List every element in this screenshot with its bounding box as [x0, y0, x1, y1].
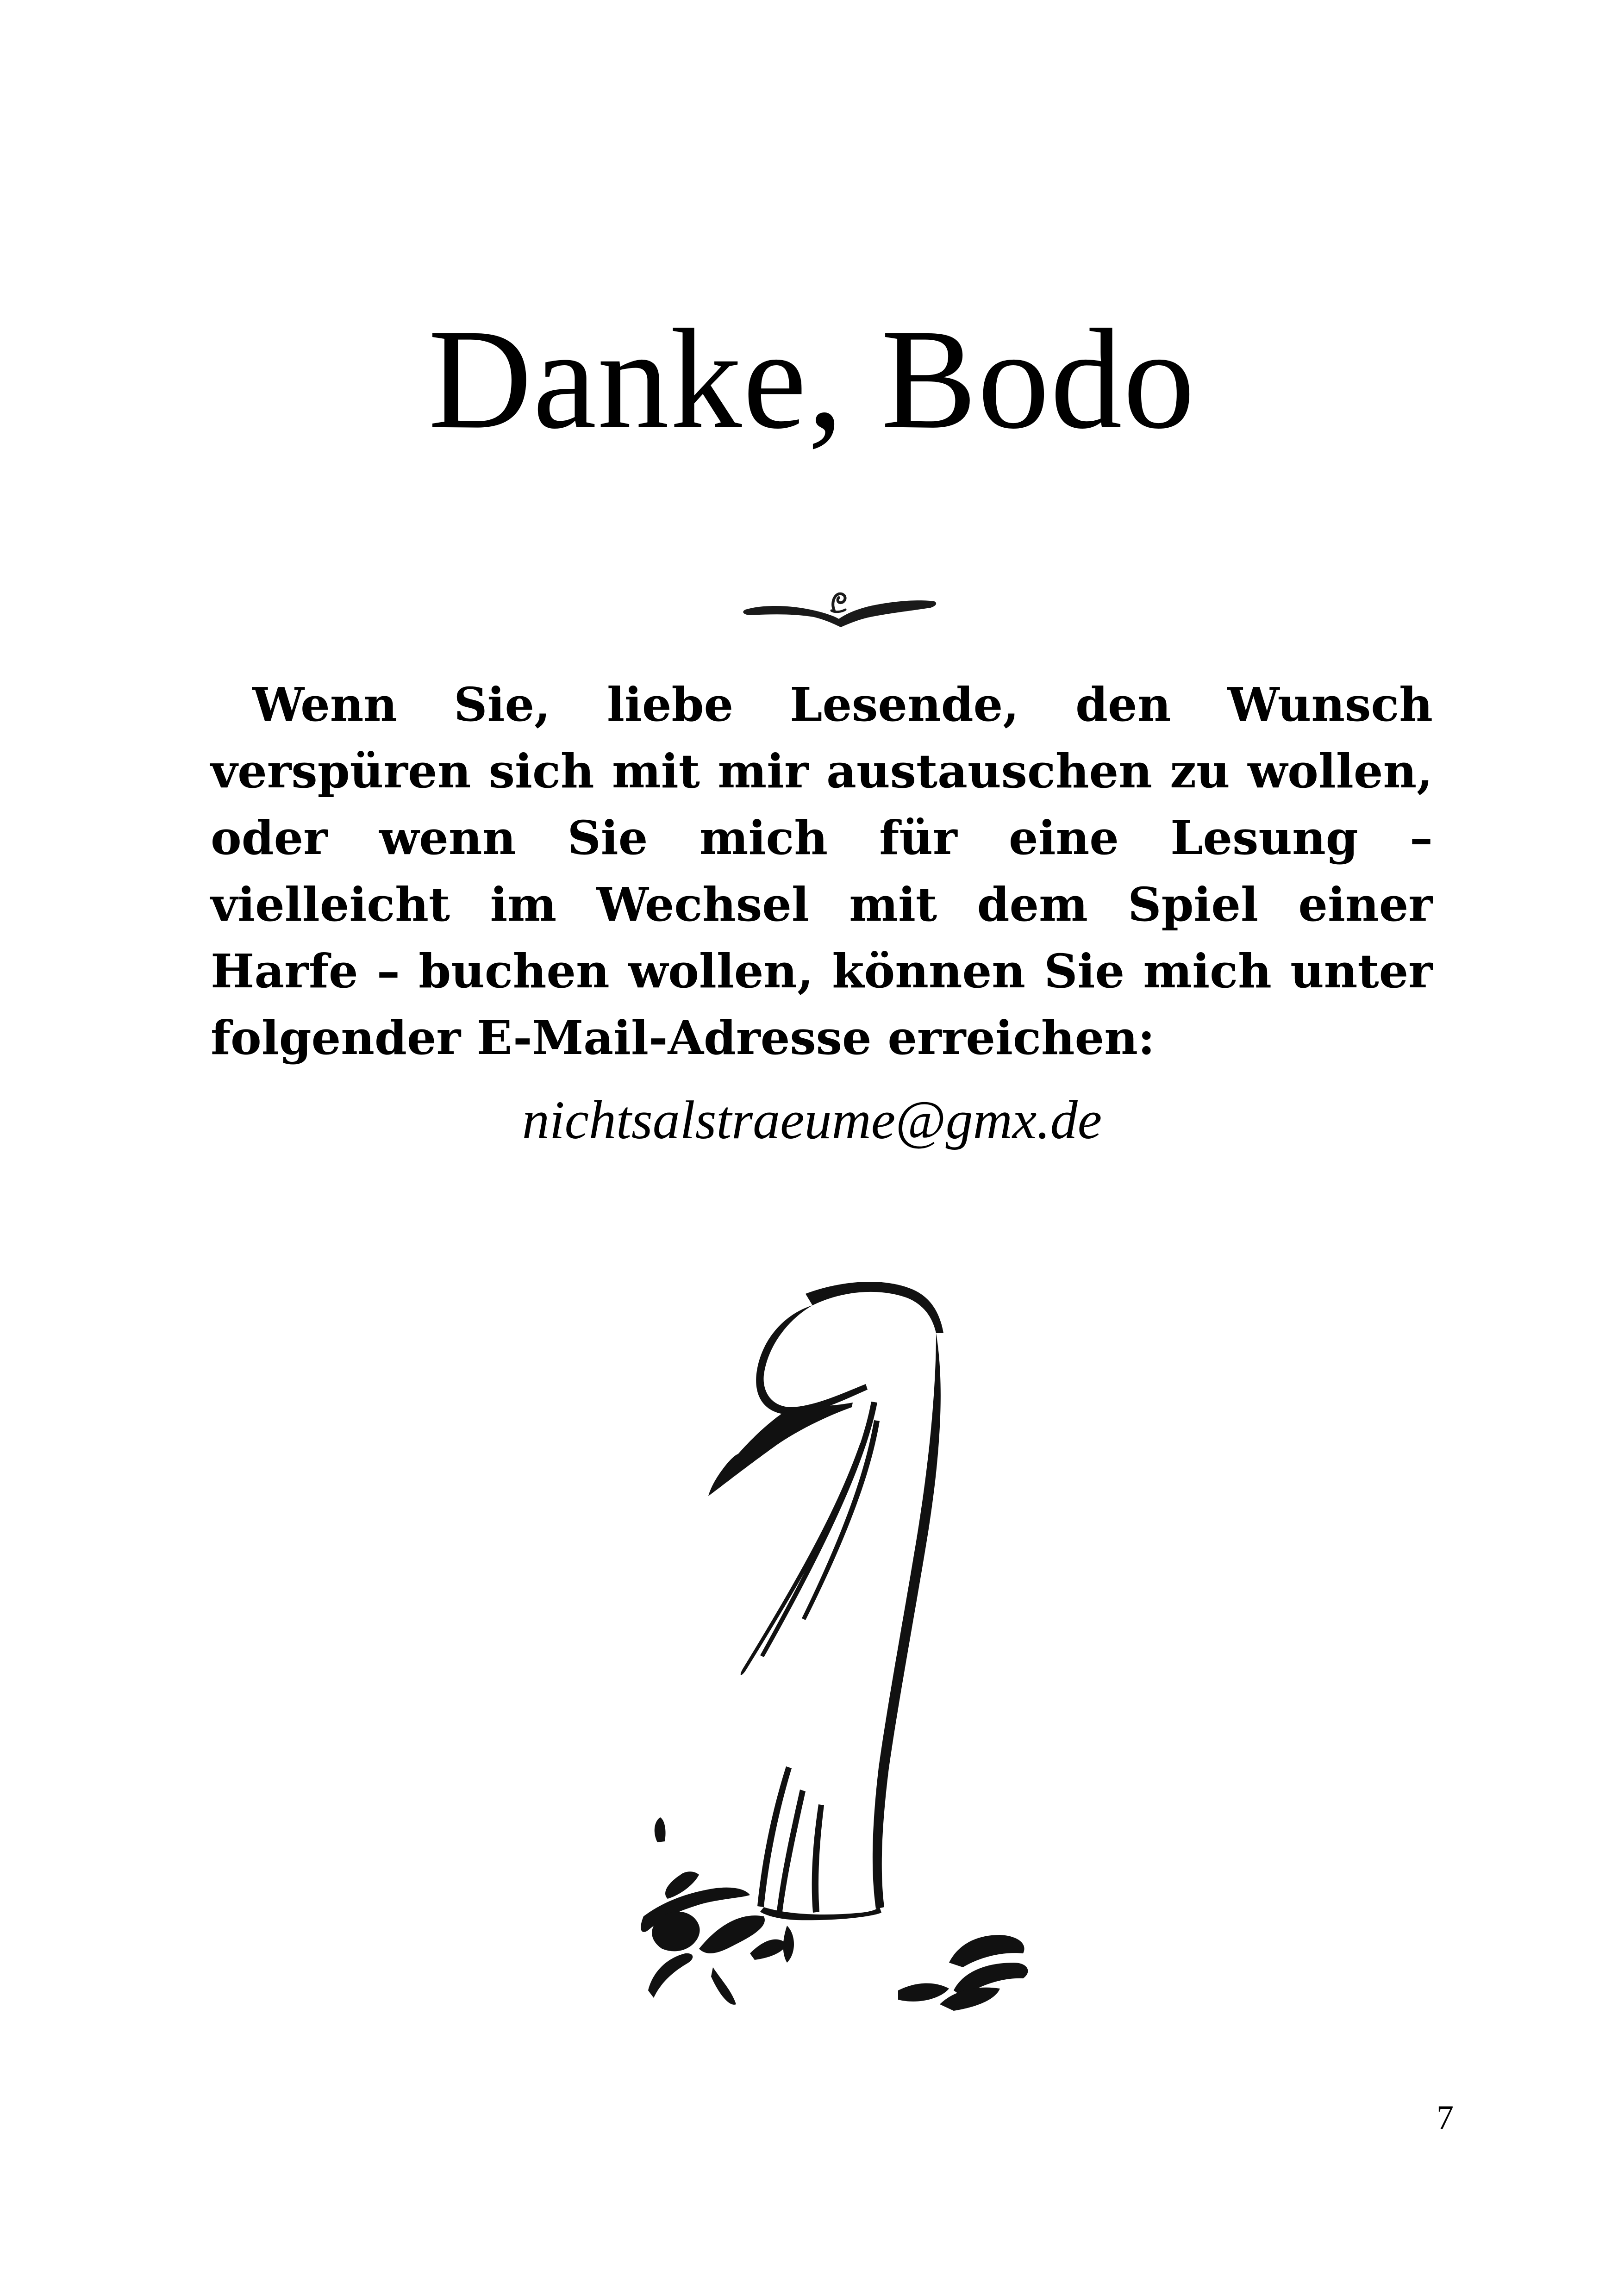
flourish-ornament	[736, 572, 940, 632]
page-title: Danke, Bodo	[428, 300, 1196, 459]
contact-paragraph: Wenn Sie, liebe Lesende, den Wunsch verspüren sich mit mir austauschen zu wollen, oder wenn Sie mich für eine Lesung – vielleicht im Wechsel mit dem Spiel einer Harfe – buchen wollen, können Sie mich unter folgender E-Mail-Adresse erreichen:	[211, 677, 1433, 1065]
page-number: 7	[1437, 2099, 1454, 2137]
swan-brush-drawing	[546, 1268, 1130, 2037]
email-address: nichtsalstraeume@gmx.de	[522, 1090, 1102, 1150]
